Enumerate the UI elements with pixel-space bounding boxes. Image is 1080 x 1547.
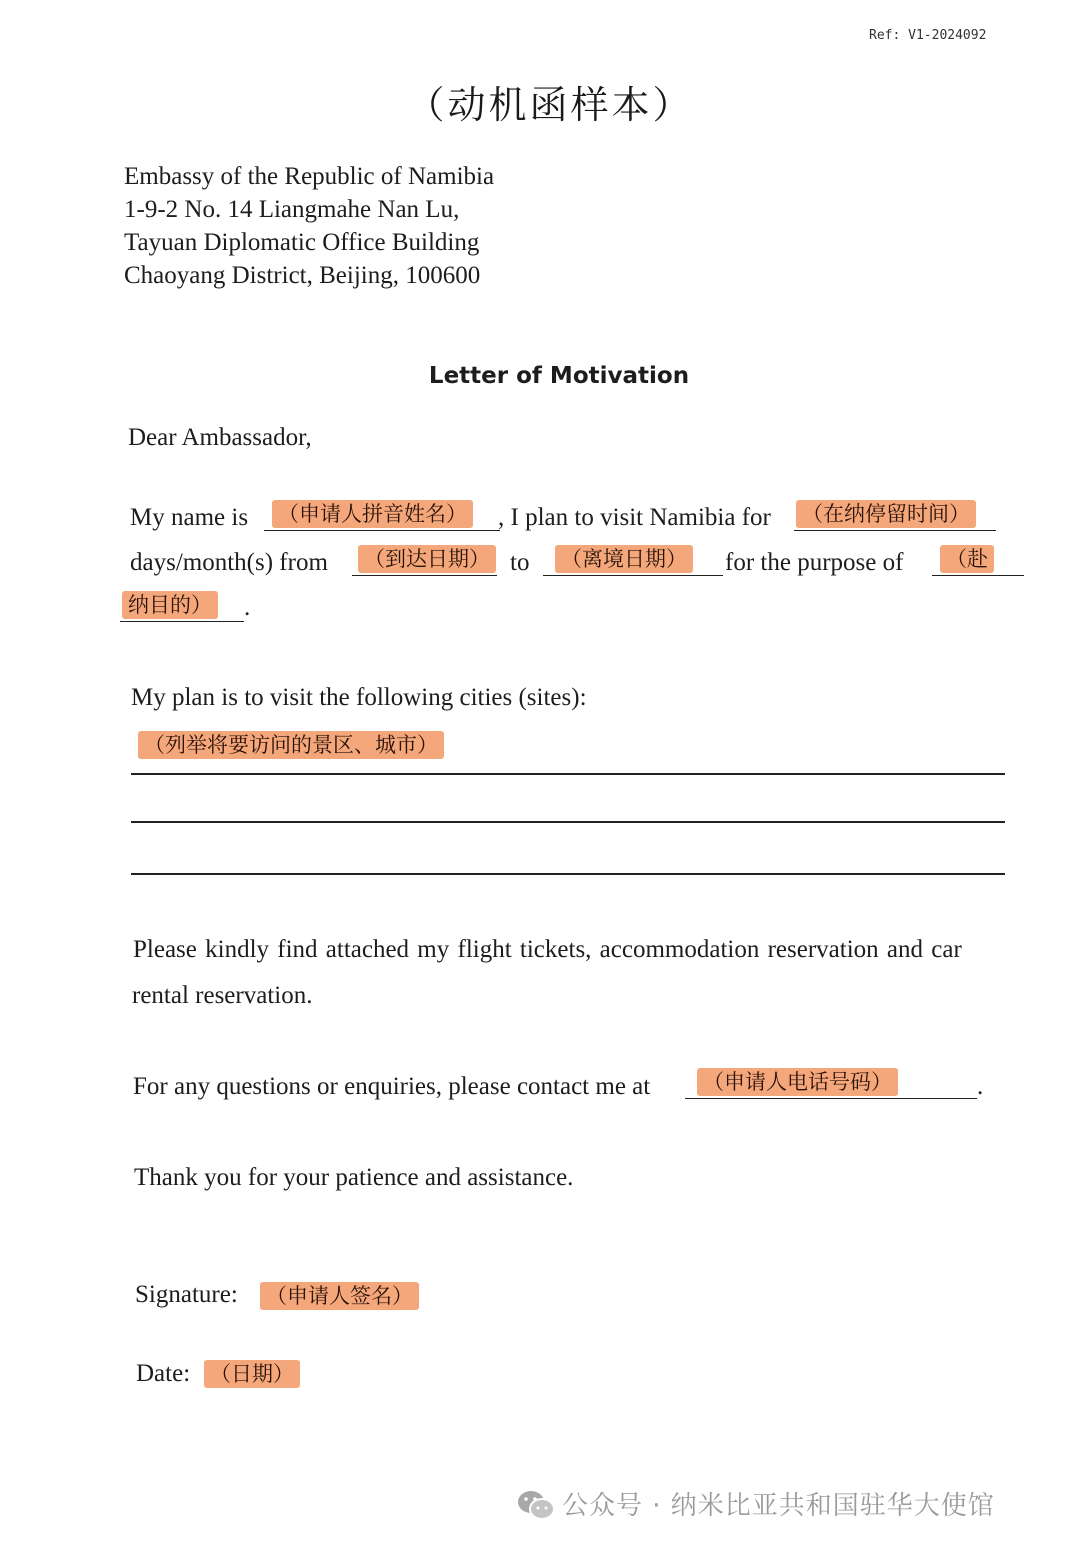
days-from-text: days/month(s) from (130, 549, 328, 576)
arrival-date-placeholder: （到达日期） (358, 545, 496, 573)
signature-label: Signature: (135, 1281, 238, 1308)
name-placeholder: （申请人拼音姓名） (272, 500, 473, 528)
signature-placeholder[interactable]: （申请人签名） (260, 1282, 419, 1310)
address-line-1: Embassy of the Republic of Namibia (124, 163, 495, 190)
salutation: Dear Ambassador, (128, 424, 312, 451)
contact-period: . (977, 1073, 984, 1100)
phone-placeholder: （申请人电话号码） (697, 1068, 898, 1096)
letter-heading: Letter of Motivation (428, 363, 690, 389)
address-line-4: Chaoyang District, Beijing, 100600 (124, 262, 481, 289)
sample-title: （动机函样本） (406, 83, 694, 127)
purpose-placeholder-part-1: （赴 (940, 545, 994, 573)
cities-line-1[interactable] (131, 773, 1005, 775)
date-label: Date: (136, 1360, 191, 1387)
cities-intro: My plan is to visit the following cities (sites): (131, 684, 587, 711)
address-line-2: 1-9-2 No. 14 Liangmahe Nan Lu, (124, 196, 460, 223)
reference-number: Ref: V1-2024092 (869, 28, 987, 43)
attachments-text-line-1: Please kindly find attached my flight tickets, accommodation reservation and car (133, 936, 962, 963)
departure-date-placeholder: （离境日期） (555, 545, 693, 573)
stay-duration-field[interactable] (794, 500, 996, 531)
purpose-field-continued[interactable] (120, 591, 244, 622)
wechat-icon (516, 1488, 556, 1522)
contact-text: For any questions or enquiries, please contact me at (133, 1073, 651, 1100)
purpose-text: for the purpose of (725, 549, 904, 576)
name-intro-text: My name is (130, 504, 249, 531)
name-field[interactable] (264, 500, 500, 531)
purpose-placeholder-part-2: 纳目的） (122, 591, 218, 619)
sentence-end-period: . (244, 594, 251, 621)
cities-placeholder: （列举将要访问的景区、城市） (138, 731, 444, 759)
to-text: to (510, 549, 530, 576)
date-placeholder[interactable]: （日期） (204, 1360, 300, 1388)
stay-duration-placeholder: （在纳停留时间） (796, 500, 976, 528)
watermark-text: 公众号 · 纳米比亚共和国驻华大使馆 (562, 1491, 995, 1521)
phone-field[interactable] (685, 1068, 977, 1099)
attachments-text-line-2: rental reservation. (132, 982, 313, 1009)
departure-date-field[interactable] (543, 545, 723, 576)
cities-line-2[interactable] (131, 821, 1005, 823)
cities-line-3[interactable] (131, 873, 1005, 875)
purpose-field[interactable] (932, 545, 1024, 576)
visit-intro-text: , I plan to visit Namibia for (498, 504, 771, 531)
arrival-date-field[interactable] (352, 545, 497, 576)
address-line-3: Tayuan Diplomatic Office Building (124, 229, 480, 256)
thanks-text: Thank you for your patience and assistance. (134, 1164, 574, 1191)
